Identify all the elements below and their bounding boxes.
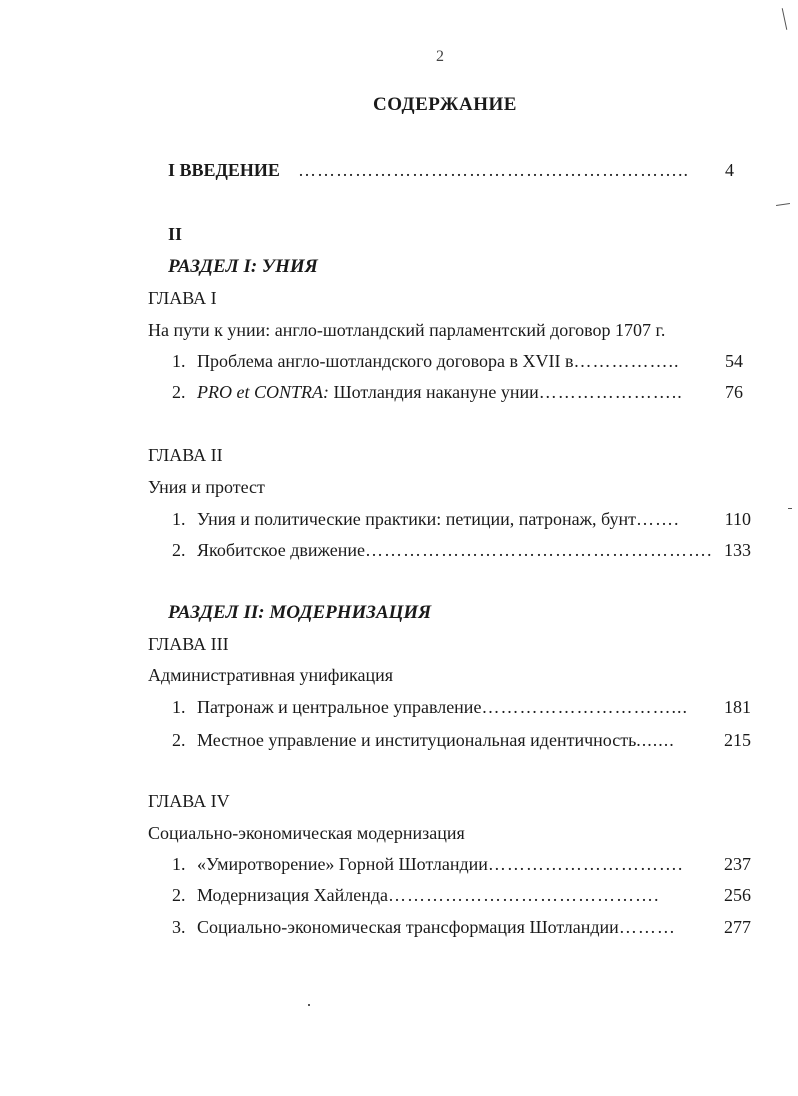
- toc-entry-page: 215: [724, 730, 751, 750]
- toc-entry-title: Уния и политические практики: петиции, патронаж, бунт…….: [197, 509, 680, 529]
- part-two-label: II: [168, 224, 183, 244]
- toc-entry-page: 237: [724, 854, 751, 874]
- section-2-title: РАЗДЕЛ II: МОДЕРНИЗАЦИЯ: [168, 602, 432, 623]
- scan-mark: [782, 8, 788, 30]
- toc-entry-number: 1.: [172, 509, 186, 529]
- toc-entry-page: 110: [724, 509, 751, 529]
- intro-page: 4: [725, 160, 734, 180]
- toc-heading: СОДЕРЖАНИЕ: [373, 94, 517, 115]
- intro-label: I ВВЕДЕНИЕ: [168, 160, 280, 180]
- scan-mark: [308, 1004, 310, 1006]
- chapter-1-label: ГЛАВА I: [148, 288, 217, 308]
- toc-entry-number: 2.: [172, 540, 186, 560]
- toc-entry-title: Местное управление и институциональная идентичность.......: [197, 730, 675, 750]
- chapter-3-subtitle: Административная унификация: [148, 665, 394, 685]
- toc-entry-number: 1.: [172, 854, 186, 874]
- toc-entry-title: PRO et CONTRA: Шотландия накануне унии…………………..: [197, 382, 683, 402]
- chapter-1-subtitle: На пути к унии: англо-шотландский парламентский договор 1707 г.: [148, 320, 666, 340]
- chapter-2-subtitle: Уния и протест: [148, 477, 265, 497]
- toc-entry-number: 1.: [172, 351, 186, 371]
- leader-dots: …………………..: [538, 382, 683, 402]
- toc-entry-page: 133: [724, 540, 751, 560]
- chapter-3-label: ГЛАВА III: [148, 634, 229, 654]
- toc-entry-title: Патронаж и центральное управление…………………………...: [197, 697, 688, 717]
- leader-dots: ………: [618, 917, 676, 937]
- leader-dots: …………………………………….: [387, 885, 660, 905]
- leader-dots: …………………………...: [481, 697, 688, 717]
- toc-entry-title: Модернизация Хайленда…………………………………….: [197, 885, 660, 905]
- italic-phrase: PRO et CONTRA:: [197, 382, 329, 402]
- intro-dots: ……………………………………………………..: [298, 160, 689, 180]
- toc-entry-number: 2.: [172, 885, 186, 905]
- leader-dots: .......: [636, 730, 675, 750]
- leader-dots: ………………………….: [487, 854, 684, 874]
- scan-mark: [788, 508, 792, 509]
- toc-entry-title: «Умиротворение» Горной Шотландии………………………….: [197, 854, 684, 874]
- toc-entry-title: Якобитское движение……………………………………………….: [197, 540, 713, 560]
- toc-entry-number: 2.: [172, 730, 186, 750]
- section-1-title: РАЗДЕЛ I: УНИЯ: [168, 256, 318, 277]
- toc-entry-page: 277: [724, 917, 751, 937]
- page-number: 2: [436, 48, 444, 65]
- toc-entry-number: 2.: [172, 382, 186, 402]
- chapter-2-label: ГЛАВА II: [148, 445, 223, 465]
- toc-entry-page: 181: [724, 697, 751, 717]
- leader-dots: ……………..: [573, 351, 680, 371]
- toc-entry-title: Социально-экономическая трансформация Шотландии………: [197, 917, 676, 937]
- toc-entry-title: Проблема англо-шотландского договора в XVII в……………..: [197, 351, 680, 371]
- leader-dots: …….: [636, 509, 680, 529]
- chapter-4-subtitle: Социально-экономическая модернизация: [148, 823, 465, 843]
- leader-dots: ……………………………………………….: [364, 540, 713, 560]
- toc-entry-number: 1.: [172, 697, 186, 717]
- toc-entry-page: 256: [724, 885, 751, 905]
- toc-entry-number: 3.: [172, 917, 186, 937]
- toc-entry-page: 54: [725, 351, 743, 371]
- chapter-4-label: ГЛАВА IV: [148, 791, 230, 811]
- scan-mark: [776, 203, 790, 206]
- toc-entry-page: 76: [725, 382, 743, 402]
